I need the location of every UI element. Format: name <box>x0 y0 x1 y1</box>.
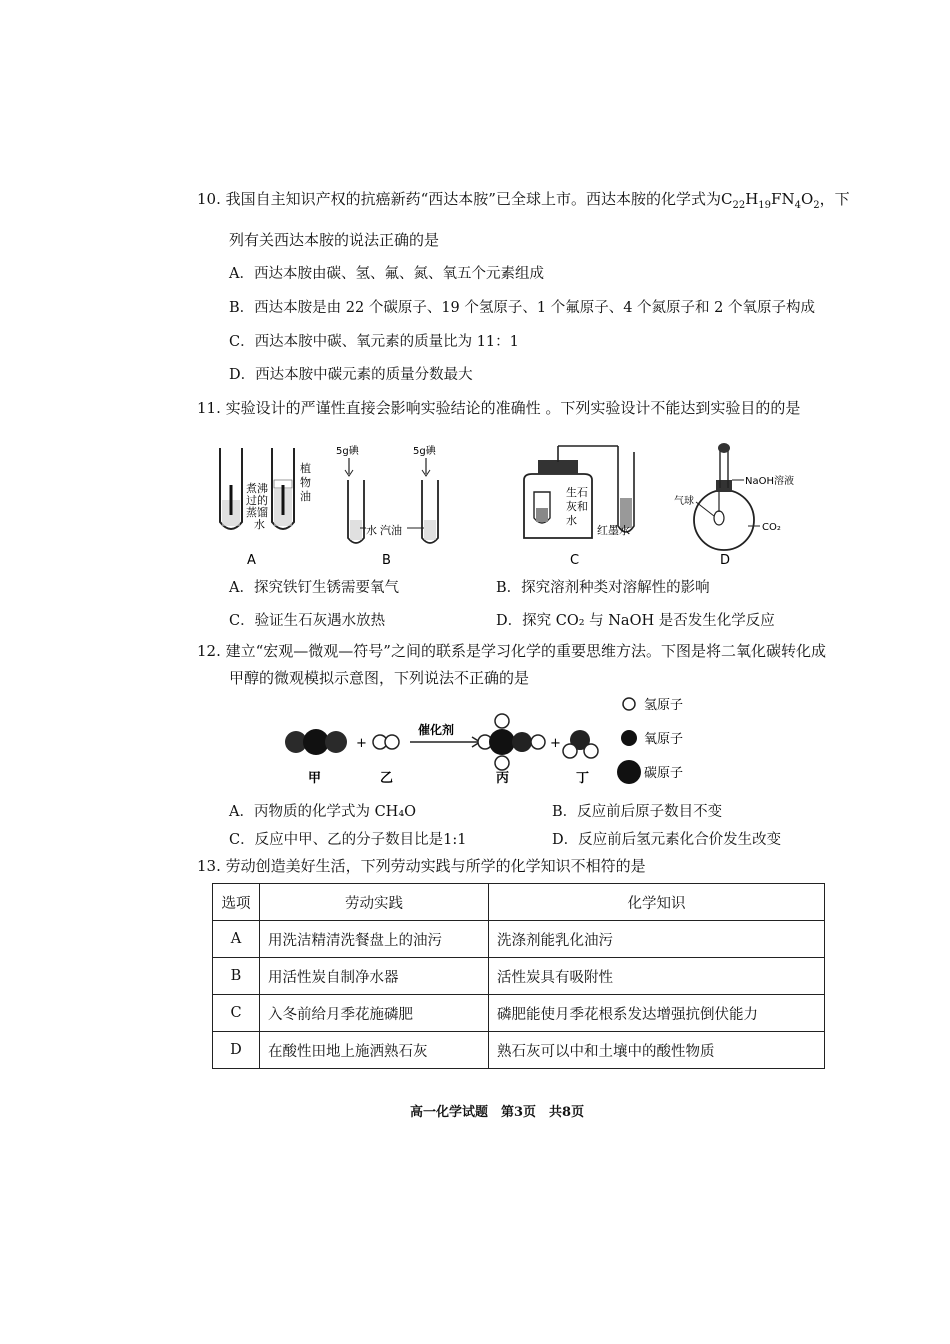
fig-a-oil3: 油 <box>300 490 311 503</box>
table-row <box>213 1032 825 1069</box>
label-jia: 甲 <box>308 771 322 786</box>
row-c-knowledge: 磷肥能使月季花根系发达增强抗倒伏能力 <box>489 995 825 1032</box>
row-a-practice: 用洗洁精清洗餐盘上的油污 <box>260 921 489 958</box>
row-d-option: D <box>213 1032 260 1069</box>
fig-c-red-water: 红墨水 <box>597 524 630 537</box>
row-b-knowledge: 活性炭具有吸附性 <box>489 958 825 995</box>
q12-stem1: 建立“宏观—微观—符号”之间的联系是学习化学的重要思维方法。下图是将二氧化碳转化成 <box>225 642 826 660</box>
q11-stem: 实验设计的严谨性直接会影响实验结论的准确性 。下列实验设计不能达到实验目的的是 <box>225 399 801 417</box>
header-knowledge: 化学知识 <box>489 884 825 921</box>
figure-d <box>674 443 794 568</box>
header-practice: 劳动实践 <box>260 884 489 921</box>
q10-option-a: A．西达本胺由碳、氢、氟、氮、氧五个元素组成 <box>229 266 544 282</box>
row-d-practice: 在酸性田地上施洒熟石灰 <box>260 1032 489 1069</box>
fig-a-text2: 过的 <box>246 494 268 507</box>
q10-option-b: B．西达本胺是由 22 个碳原子、19 个氢原子、1 个氟原子、4 个氮原子和 2 个氧原子构成 <box>229 300 815 316</box>
legend-carbon: 碳原子 <box>644 766 684 781</box>
q12-number: 12. <box>197 642 221 660</box>
plus-sign-1: + <box>356 736 367 751</box>
label-yi: 乙 <box>380 771 394 786</box>
q11-option-a: A．探究铁钉生锈需要氧气 <box>229 580 399 596</box>
fig-a-text3: 蒸馏 <box>246 506 268 519</box>
row-a-knowledge: 洗涤剂能乳化油污 <box>489 921 825 958</box>
molecule-ding <box>563 730 598 758</box>
q10-number: 10. <box>197 190 221 208</box>
q12-option-a: A．丙物质的化学式为 CH₄O <box>229 804 417 820</box>
q10-stem-tail: ，下 <box>819 190 850 208</box>
fig-b-iodine2: 5g碘 <box>413 446 436 457</box>
q11-option-d: D．探究 CO₂ 与 NaOH 是否发生化学反应 <box>496 613 775 629</box>
q13-stem: 劳动创造美好生活，下列劳动实践与所学的化学知识不相符的是 <box>225 857 646 875</box>
q11-option-c: C．验证生石灰遇水放热 <box>229 613 386 629</box>
row-a-option: A <box>213 921 260 958</box>
table-header-row <box>213 884 825 921</box>
q10-option-c: C．西达本胺中碳、氧元素的质量比为 11：1 <box>229 334 519 350</box>
q12-option-d: D．反应前后氢元素化合价发生改变 <box>552 832 782 848</box>
q12-reaction-diagram <box>280 690 710 790</box>
row-d-knowledge: 熟石灰可以中和土壤中的酸性物质 <box>489 1032 825 1069</box>
fig-c-label: C <box>570 553 580 568</box>
catalyst-label: 催化剂 <box>418 723 455 737</box>
fig-b-gasoline: 汽油 <box>380 524 402 537</box>
row-b-option: B <box>213 958 260 995</box>
fig-a-oil1: 植 <box>300 462 311 475</box>
fig-c-lime1: 生石 <box>566 486 588 499</box>
q13-line <box>197 855 646 876</box>
figure-b <box>336 444 438 568</box>
q10-stem-part1: 我国自主知识产权的抗癌新药“西达本胺”已全球上市。西达本胺的化学式为C <box>225 190 733 208</box>
q11-experiment-figures <box>200 440 820 570</box>
q12-line1 <box>197 640 826 661</box>
row-b-practice: 用活性炭自制净水器 <box>260 958 489 995</box>
molecule-yi <box>373 735 399 749</box>
molecule-jia <box>285 729 347 755</box>
fig-d-label: D <box>720 553 731 568</box>
figure-c <box>524 446 634 568</box>
molecule-bing <box>478 714 545 770</box>
fig-d-naoh: NaOH溶液 <box>745 476 794 487</box>
fig-a-oil2: 物 <box>300 476 311 489</box>
figure-a <box>220 448 311 568</box>
q11-option-b: B．探究溶剂种类对溶解性的影响 <box>496 580 710 596</box>
table-row <box>213 958 825 995</box>
header-option: 选项 <box>213 884 260 921</box>
q10-line1: 10. 我国自主知识产权的抗癌新药“西达本胺”已全球上市。西达本胺的化学式为$C_{22}H_{19}FN_4O_2$，下 <box>197 190 850 211</box>
fig-b-water: 水 <box>366 524 377 537</box>
q11-line <box>197 397 800 418</box>
plus-sign-2: + <box>550 736 561 751</box>
label-bing: 丙 <box>496 771 510 786</box>
fig-a-text1: 煮沸 <box>246 482 268 495</box>
q12-option-c: C．反应中甲、乙的分子数目比是1:1 <box>229 832 467 848</box>
q13-table <box>212 883 825 1069</box>
q12-stem2: 甲醇的微观模拟示意图，下列说法不正确的是 <box>229 669 530 687</box>
q10-stem-line2: 列有关西达本胺的说法正确的是 <box>229 231 440 249</box>
fig-d-co2: CO₂ <box>762 522 781 533</box>
atom-legend <box>617 698 683 784</box>
legend-oxygen: 氧原子 <box>644 732 684 747</box>
row-c-practice: 入冬前给月季花施磷肥 <box>260 995 489 1032</box>
fig-b-label: B <box>382 553 391 568</box>
row-c-option: C <box>213 995 260 1032</box>
table-row <box>213 995 825 1032</box>
q12-option-b: B．反应前后原子数目不变 <box>552 804 723 820</box>
fig-b-iodine1: 5g碘 <box>336 446 359 457</box>
fig-a-text4: 水 <box>254 518 265 531</box>
q10-option-d: D．西达本胺中碳元素的质量分数最大 <box>229 367 473 383</box>
fig-a-label: A <box>247 553 256 568</box>
q11-number: 11. <box>197 399 221 417</box>
legend-hydrogen: 氢原子 <box>644 698 684 713</box>
fig-c-lime3: 水 <box>566 514 577 527</box>
page-footer: 高一化学试题 第3页 共8页 <box>410 1105 585 1120</box>
fig-c-lime2: 灰和 <box>566 500 588 513</box>
label-ding: 丁 <box>576 771 590 786</box>
q13-number: 13. <box>197 857 221 875</box>
table-row <box>213 921 825 958</box>
fig-d-balloon: 气球 <box>674 496 694 507</box>
